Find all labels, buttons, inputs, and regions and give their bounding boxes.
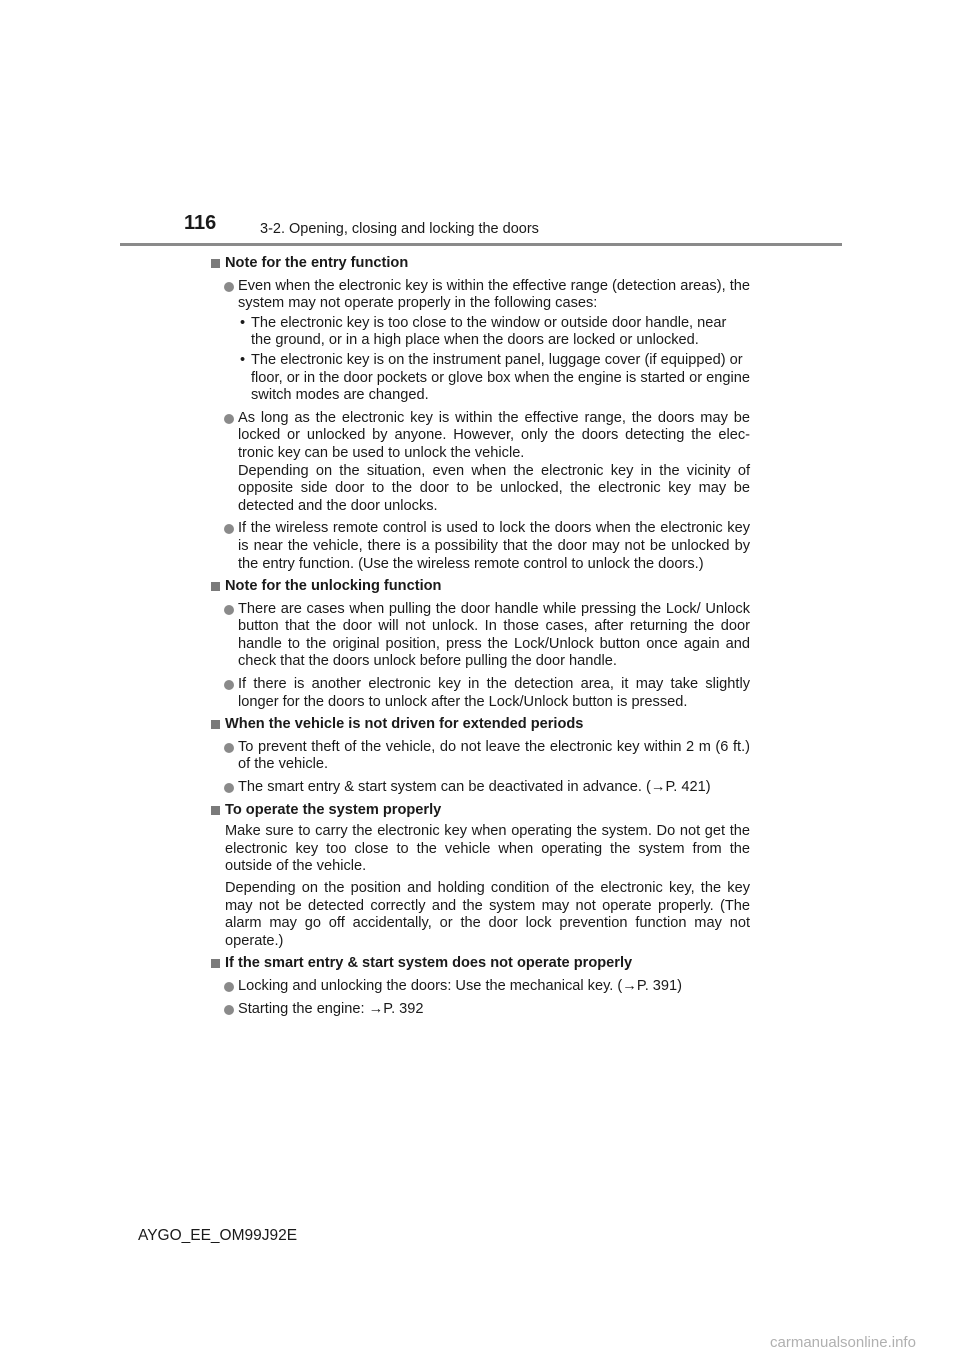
watermark: carmanualsonline.info <box>770 1334 916 1351</box>
page-content <box>210 255 750 1018</box>
list-item: Even when the electronic key is within the effective range (detection areas), the system may not operate properly in the following cases: <box>210 278 750 313</box>
list-item: If there is another electronic key in the detection area, it may take slightly longer for the doors to unlock after the Lock/Unlock button is pressed. <box>210 676 750 711</box>
list-item: There are cases when pulling the door handle while pressing the Lock/ Unlock button that the door will not unlock. In those cases, after returning the door handle to the original position, press the Lock/Unlock button once again and check that the doors unlock before pulling the door handle. <box>210 601 750 671</box>
square-bullet-icon <box>211 959 220 968</box>
square-bullet-icon <box>211 720 220 729</box>
list-item: Starting the engine: →P. 392 <box>210 1001 750 1019</box>
section-title: 3-2. Opening, closing and locking the doors <box>260 221 539 237</box>
sub-list-item: • The electronic key is on the instrument panel, luggage cover (if equipped) or floor, or in the door pockets or glove box when the engine is started or engine switch modes are changed. <box>240 351 750 404</box>
heading-entry-function: Note for the entry function <box>210 255 750 273</box>
footer-code: AYGO_EE_OM99J92E <box>138 1227 298 1244</box>
circle-bullet-icon <box>224 1005 234 1015</box>
sub-list-item: • The electronic key is too close to the window or outside door handle, near the ground, or in a high place when the doors are locked or unlocked. <box>240 314 727 349</box>
circle-bullet-icon <box>224 282 234 292</box>
circle-bullet-icon <box>224 982 234 992</box>
page-header <box>0 0 960 250</box>
heading-extended-periods: When the vehicle is not driven for extended periods <box>210 716 750 734</box>
paragraph: Depending on the position and holding condition of the electronic key, the key may not be detected correctly and the system may not operate properly. (The alarm may go off accidentally, or the door lock prevention function may not operate.) <box>225 880 750 949</box>
list-item: As long as the electronic key is within the effective range, the doors may be locked or unlocked by anyone. However, only the doors detecting the elec-tronic key can be used to unlock the vehicle. Depending on the situation, even when the electronic key in the vicinity of opposite side door to the door to be unlocked, the electronic key may be detected and the door unlocks. <box>210 410 750 516</box>
heading-not-operate: If the smart entry & start system does not operate properly <box>210 955 750 973</box>
list-item: Locking and unlocking the doors: Use the mechanical key. (→P. 391) <box>210 978 750 996</box>
square-bullet-icon <box>211 582 220 591</box>
square-bullet-icon <box>211 259 220 268</box>
list-item: The smart entry & start system can be deactivated in advance. (→P. 421) <box>210 779 750 797</box>
square-bullet-icon <box>211 806 220 815</box>
circle-bullet-icon <box>224 524 234 534</box>
list-item: If the wireless remote control is used to lock the doors when the electronic key is near the vehicle, there is a possibility that the door may not be unlocked by the entry function. (Use the wireless remote control to unlock the doors.) <box>210 520 750 573</box>
heading-operate-properly: To operate the system properly <box>210 802 750 820</box>
circle-bullet-icon <box>224 605 234 615</box>
paragraph: Make sure to carry the electronic key when operating the system. Do not get the electronic key too close to the vehicle when operating the system from the outside of the vehicle. <box>225 823 750 875</box>
list-item: To prevent theft of the vehicle, do not leave the electronic key within 2 m (6 ft.) of the vehicle. <box>210 739 750 774</box>
small-bullet-icon: • <box>240 314 246 331</box>
header-rule <box>120 243 842 246</box>
circle-bullet-icon <box>224 680 234 690</box>
circle-bullet-icon <box>224 414 234 424</box>
page-number: 116 <box>184 212 217 234</box>
circle-bullet-icon <box>224 743 234 753</box>
heading-unlocking-function: Note for the unlocking function <box>210 578 750 596</box>
small-bullet-icon: • <box>240 351 246 368</box>
circle-bullet-icon <box>224 783 234 793</box>
